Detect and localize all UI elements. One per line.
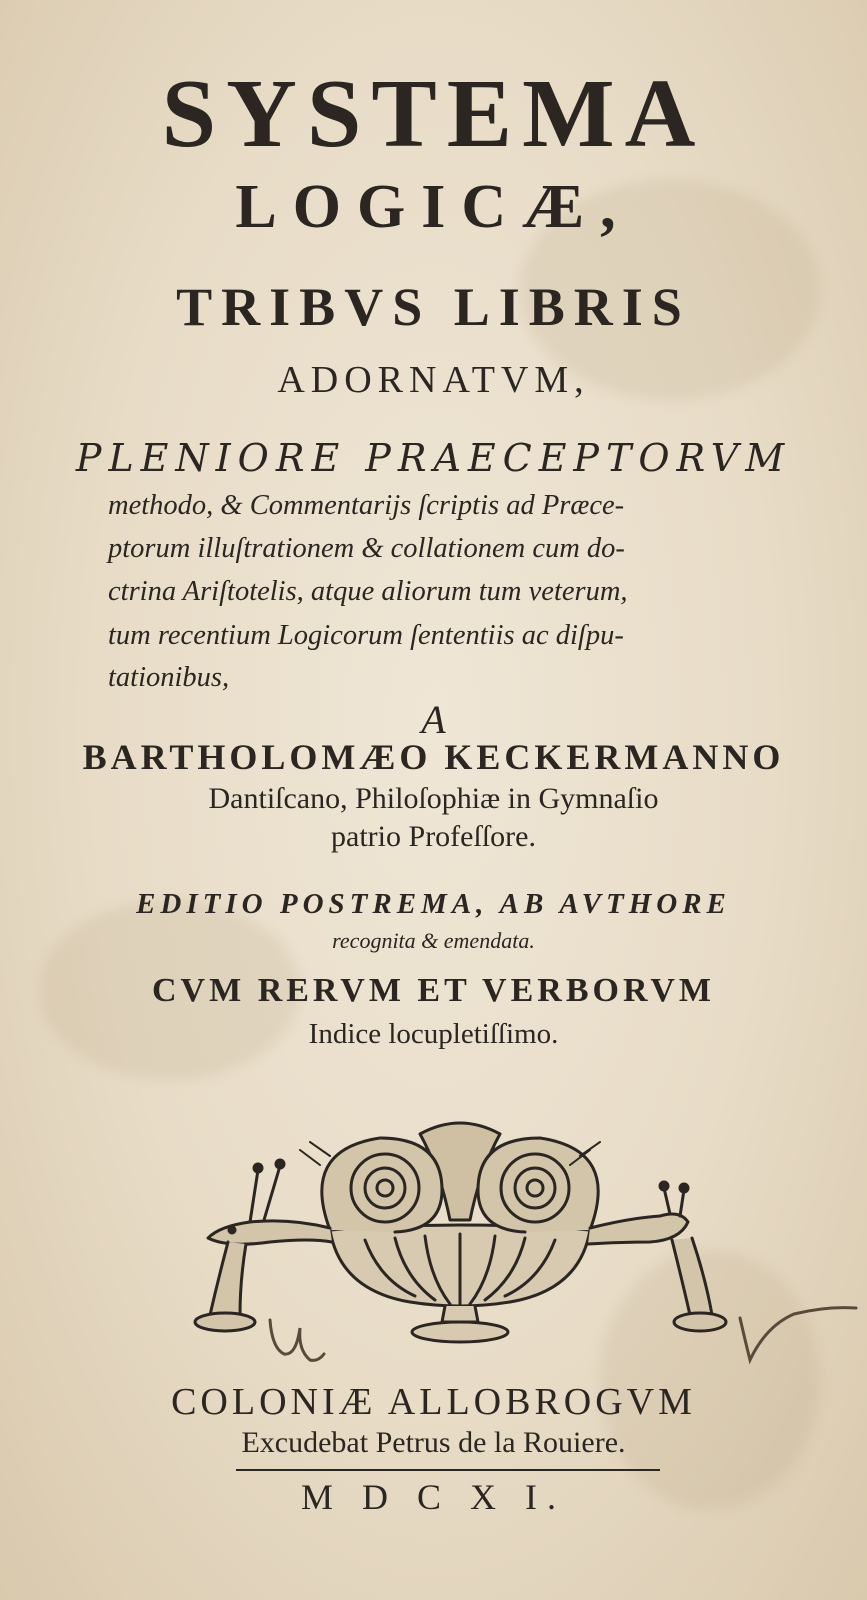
description-line: tationibus,	[108, 662, 230, 693]
title-line-4: ADORNATVM,	[277, 359, 590, 401]
edition-line-2: recognita & emendata.	[332, 928, 535, 953]
description-line: methodo, & Commentarijs ſcriptis ad Præce-	[108, 490, 625, 521]
description-line: ptorum illuſtrationem & collationem cum do-	[108, 533, 625, 564]
author-affiliation-line-1: Dantiſcano, Philoſophiæ in Gymnaſio	[208, 782, 659, 815]
description-line: tum recentium Logicorum ſententiis ac diſpu-	[108, 620, 624, 651]
description-line: ctrina Ariſtotelis, atque aliorum tum veterum,	[108, 576, 628, 607]
title-line-2: LOGICÆ,	[235, 173, 632, 241]
imprint-printer: Excudebat Petrus de la Rouiere.	[241, 1426, 626, 1459]
title-line-3: TRIBVS LIBRIS	[176, 277, 691, 337]
author-affiliation-line-2: patrio Profeſſore.	[331, 820, 536, 853]
edition-line-1: EDITIO POSTREMA, AB AVTHORE	[136, 888, 731, 920]
index-line-1: CVM RERVM ET VERBORVM	[152, 972, 715, 1009]
title-line-1: SYSTEMA	[161, 60, 706, 168]
imprint-place: COLONIÆ ALLOBROGVM	[171, 1381, 696, 1423]
subtitle-caps: PLENIORE PRAECEPTORVM	[75, 436, 792, 480]
index-line-2: Indice locupletiſſimo.	[308, 1018, 559, 1050]
imprint-rule	[236, 1469, 660, 1471]
imprint-year: M D C X I.	[300, 1477, 566, 1517]
author-name: BARTHOLOMÆO KECKERMANNO	[82, 737, 785, 777]
by-letter: A	[421, 697, 446, 742]
handwritten-u-mark-icon	[262, 1308, 332, 1368]
handwritten-check-mark-icon	[736, 1296, 860, 1368]
